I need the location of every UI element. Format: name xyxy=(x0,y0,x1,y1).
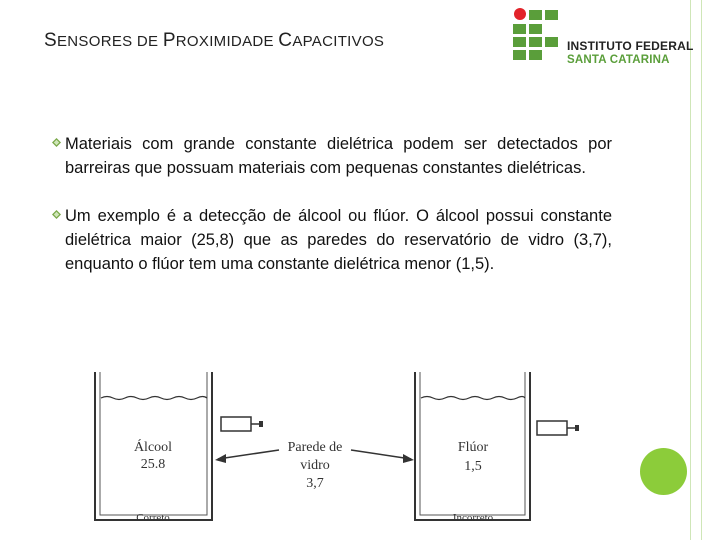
capacitive-sensor-diagram xyxy=(75,360,615,540)
arrow-left xyxy=(218,450,279,459)
bullet-list xyxy=(44,132,612,300)
right-tank-caption: Incorreto xyxy=(452,512,494,524)
right-tank-value: 1,5 xyxy=(464,459,482,474)
right-sensor-icon xyxy=(537,421,579,435)
left-tank-label: Álcool xyxy=(133,440,173,455)
logo-line-1: INSTITUTO FEDERAL xyxy=(567,39,694,53)
arrow-right xyxy=(351,450,411,459)
diamond-bullet-icon xyxy=(52,210,61,219)
left-sensor-icon xyxy=(221,417,263,431)
left-tank xyxy=(95,372,212,524)
bullet-text: Materiais com grande constante dielétrica podem ser detectados por barreiras que possuam materiais com pequenas constantes dielétricas. xyxy=(65,135,612,177)
wall-label-line-3: 3,7 xyxy=(306,476,324,491)
logo-line-2: SANTA CATARINA xyxy=(567,54,670,66)
wall-label-line-1: Parede de xyxy=(287,440,343,455)
bullet-text: Um exemplo é a detecção de álcool ou flúor. O álcool possui constante dielétrica maior (25,8) que as paredes do reservatório de vidro (3,7), enquanto o flúor tem uma constante dielétrica menor (1,5). xyxy=(65,207,612,273)
logo-text xyxy=(567,39,694,67)
right-tank-label: Flúor xyxy=(457,440,489,455)
bullet-item xyxy=(44,132,612,180)
slide-title: SENSORES DE PROXIMIDADE CAPACITIVOS xyxy=(44,30,385,51)
green-circle-decoration xyxy=(640,448,687,495)
bullet-item xyxy=(44,204,612,276)
diamond-bullet-icon xyxy=(52,138,61,147)
right-decorative-bar xyxy=(690,0,702,540)
wall-label-line-2: vidro xyxy=(300,458,330,473)
left-tank-value: 25.8 xyxy=(140,457,166,472)
left-tank-caption: Correto xyxy=(136,512,170,524)
right-tank xyxy=(415,372,530,524)
